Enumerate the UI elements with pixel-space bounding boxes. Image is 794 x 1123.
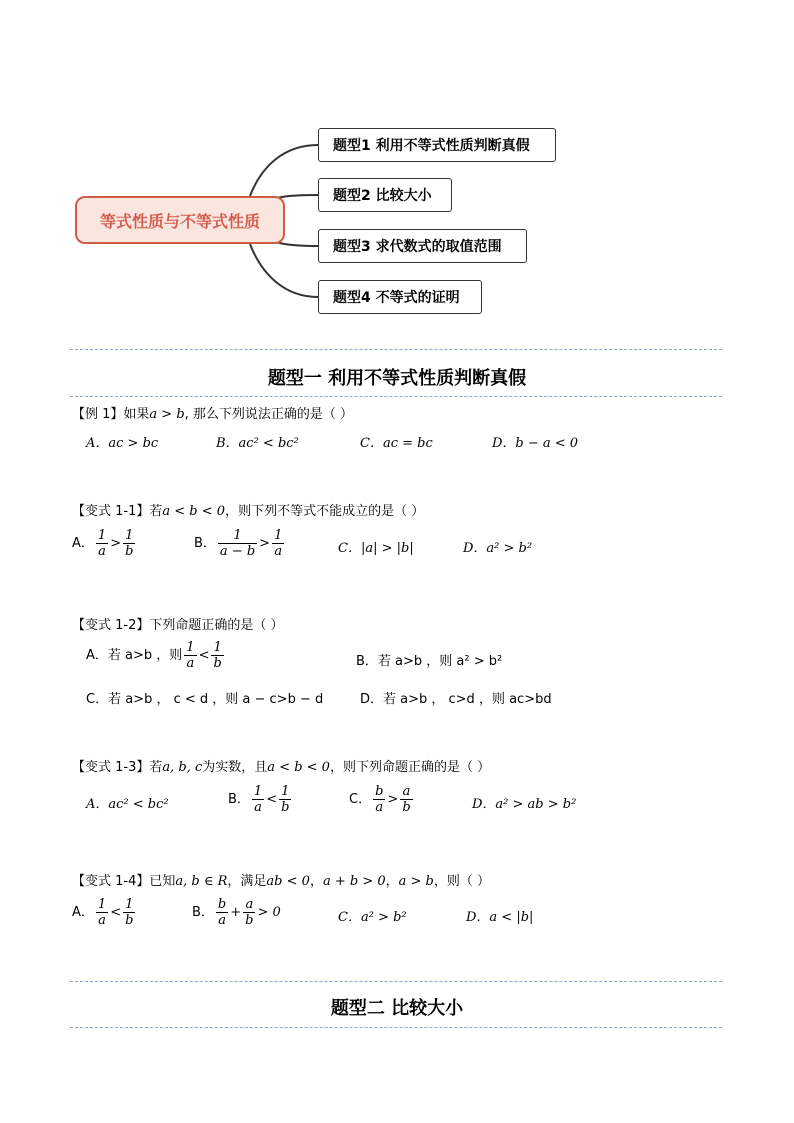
stem-text: ，则（ ） bbox=[433, 874, 491, 889]
variant-1-3-stem bbox=[72, 756, 490, 775]
option-c: C．若 a>b ， c < d ，则 a − c>b − d bbox=[86, 692, 324, 707]
section-divider-bottom bbox=[70, 1027, 722, 1028]
option-a: A．ac² < bc² bbox=[86, 797, 169, 812]
condition-math: a > b bbox=[398, 874, 434, 889]
variables-math: a, b ∈ R bbox=[175, 874, 228, 889]
option-c: C．ac = bc bbox=[360, 436, 433, 451]
mindmap-branch-2 bbox=[318, 178, 452, 212]
fraction: $\frac{1}{a}$ bbox=[97, 897, 107, 928]
question-tag: 【变式 1-4】 bbox=[72, 874, 150, 889]
stem-text: 已知 bbox=[149, 874, 176, 889]
option-b: B．ac² < bc² bbox=[216, 436, 299, 451]
fraction: $\frac{1}{b}$ bbox=[213, 640, 222, 671]
option-d: D．a² > ab > b² bbox=[472, 797, 577, 812]
option-d: D．a² > b² bbox=[463, 541, 533, 556]
mindmap-branch-3 bbox=[318, 229, 527, 263]
option-a: A． $\frac{1}{a}$ > $\frac{1}{b}$ bbox=[72, 528, 134, 559]
option-c: C． $\frac{b}{a}$ > $\frac{a}{b}$ bbox=[349, 784, 411, 815]
option-d: D．b − a < 0 bbox=[492, 436, 579, 451]
section-divider-top bbox=[70, 349, 722, 350]
stem-text: ，满足 bbox=[227, 874, 267, 889]
mindmap-root bbox=[75, 196, 285, 244]
fraction: $\frac{1}{a}$ bbox=[253, 784, 263, 815]
section-divider-bottom bbox=[70, 396, 722, 397]
stem-text: 下列命题正确的是（ ） bbox=[149, 618, 284, 633]
mindmap-root-label: 等式性质与不等式性质 bbox=[99, 211, 260, 231]
stem-text: 若 bbox=[149, 760, 163, 775]
option-a: A．ac > bc bbox=[86, 436, 159, 451]
option-a: A． $\frac{1}{a}$ < $\frac{1}{b}$ bbox=[72, 897, 134, 928]
stem-text: , 那么下列说法正确的是（ ） bbox=[184, 407, 354, 422]
option-label: B． bbox=[192, 905, 214, 920]
fraction: $\frac{a}{b}$ bbox=[402, 784, 411, 815]
branch-2-label: 题型2 比较大小 bbox=[333, 188, 432, 204]
stem-text: 为实数，且 bbox=[202, 760, 268, 775]
variant-1-2-stem bbox=[72, 614, 284, 633]
question-tag: 【变式 1-3】 bbox=[72, 760, 150, 775]
section-1-title: 题型一 利用不等式性质判断真假 bbox=[267, 368, 527, 389]
fraction: $\frac{1}{a - b}$ bbox=[219, 528, 256, 559]
fraction: $\frac{1}{b}$ bbox=[281, 784, 290, 815]
condition-math: a < b < 0 bbox=[267, 760, 330, 775]
option-a: A．若 a>b ，则 $\frac{1}{a}$ < $\frac{1}{b}$ bbox=[86, 640, 222, 671]
question-tag: 【变式 1-2】 bbox=[72, 618, 150, 633]
stem-text: 若 bbox=[149, 504, 163, 519]
option-label: A．若 a>b ，则 bbox=[86, 648, 183, 663]
option-c: C．a² > b² bbox=[338, 910, 407, 925]
option-label: B． bbox=[228, 792, 250, 807]
variables-math: a, b, c bbox=[162, 760, 203, 775]
branch-4-label: 题型4 不等式的证明 bbox=[333, 290, 460, 306]
stem-text: 如果 bbox=[123, 407, 150, 422]
fraction: $\frac{b}{a}$ bbox=[375, 784, 384, 815]
connector-1 bbox=[250, 145, 318, 196]
fraction: $\frac{1}{b}$ bbox=[125, 897, 134, 928]
mindmap-branch-1 bbox=[318, 128, 556, 162]
option-c: C．|a| > |b| bbox=[338, 541, 414, 556]
condition-math: a > b bbox=[149, 407, 185, 422]
mindmap-branch-4 bbox=[318, 280, 482, 314]
variant-1-4-stem: 【变式 1-4】已知a, b ∈ R，满足ab < 0，a + b > 0，a > b，则（ ） bbox=[72, 874, 491, 889]
fraction: $\frac{a}{b}$ bbox=[245, 897, 254, 928]
option-b: B． $\frac{b}{a}$ + $\frac{a}{b}$ > 0 bbox=[192, 897, 281, 928]
variant-1-1-stem bbox=[72, 500, 424, 519]
stem-text: ，则下列命题正确的是（ ） bbox=[329, 760, 491, 775]
section-2-title: 题型二 比较大小 bbox=[330, 998, 464, 1019]
stem-text: ，则下列不等式不能成立的是（ ） bbox=[225, 504, 425, 519]
option-label: A． bbox=[72, 905, 94, 920]
fraction: $\frac{b}{a}$ bbox=[217, 897, 227, 928]
question-tag: 【变式 1-1】 bbox=[72, 504, 150, 519]
branch-1-label: 题型1 利用不等式性质判断真假 bbox=[333, 138, 530, 154]
condition-math: a + b > 0 bbox=[322, 874, 386, 889]
connector-4 bbox=[250, 244, 318, 297]
option-label: A． bbox=[72, 536, 94, 551]
option-d: D．a < |b| bbox=[466, 910, 534, 925]
option-b: B．若 a>b ，则 a² > b² bbox=[356, 654, 503, 669]
option-b: B． $\frac{1}{a}$ < $\frac{1}{b}$ bbox=[228, 784, 290, 815]
condition-math: ab < 0 bbox=[266, 874, 310, 889]
fraction: $\frac{1}{a}$ bbox=[97, 528, 107, 559]
option-label: B． bbox=[194, 536, 216, 551]
fraction: $\frac{1}{a}$ bbox=[274, 528, 283, 559]
section-divider-top bbox=[70, 981, 722, 982]
question-tag: 【例 1】 bbox=[72, 407, 124, 422]
option-label: C． bbox=[349, 792, 372, 807]
fraction: $\frac{1}{a}$ bbox=[186, 640, 195, 671]
condition-math: a < b < 0 bbox=[162, 504, 226, 519]
option-d: D．若 a>b ， c>d ，则 ac>bd bbox=[360, 692, 552, 707]
example-1-stem bbox=[72, 403, 353, 422]
branch-3-label: 题型3 求代数式的取值范围 bbox=[333, 239, 502, 255]
option-b: B． $\frac{1}{a - b}$ > $\frac{1}{a}$ bbox=[194, 528, 283, 559]
fraction: $\frac{1}{b}$ bbox=[125, 528, 134, 559]
